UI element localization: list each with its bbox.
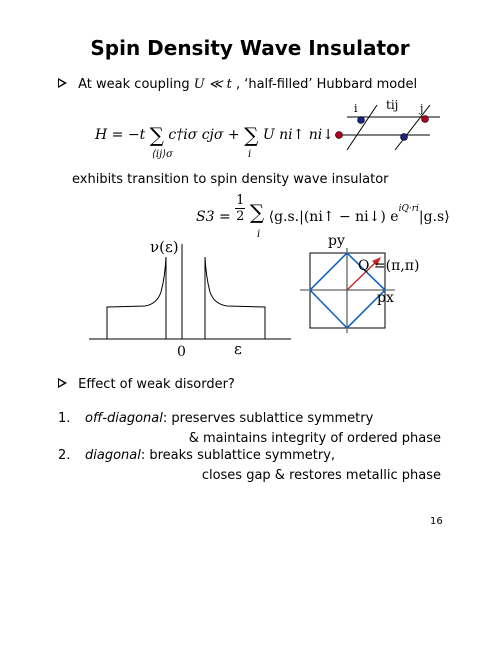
site-red-left	[336, 132, 343, 139]
s3-tail: |g.s⟩	[418, 208, 450, 225]
sum-symbol: ∑	[149, 123, 164, 147]
bz-py-label: py	[328, 233, 345, 249]
list-item-2-number: 2.	[58, 448, 71, 463]
hamiltonian-plus: +	[227, 127, 240, 143]
hamiltonian-sum2-subscript: i	[248, 149, 252, 160]
list-item-1	[85, 411, 373, 426]
s3-lhs: S3 =	[196, 208, 231, 225]
bullet-triangle-icon	[58, 78, 68, 88]
dos-curve-right	[205, 257, 265, 339]
bullet1-prefix: At weak coupling	[78, 77, 194, 92]
s3-frac-num: 1	[236, 193, 245, 208]
site-blue-i	[358, 117, 365, 124]
list-item-1-line2: & maintains integrity of ordered phase	[188, 431, 441, 446]
hamiltonian-interaction-term: U ni↑ ni↓	[262, 127, 334, 143]
list-item-2	[85, 448, 335, 463]
bullet2-text: Effect of weak disorder?	[78, 377, 235, 392]
bullet-weak-disorder	[58, 377, 235, 392]
dos-ylabel: ν(ε)	[150, 238, 179, 256]
lattice-label-j: j	[420, 102, 424, 115]
list-item-2-line2: closes gap & restores metallic phase	[201, 468, 441, 483]
s3-equation	[196, 193, 450, 224]
s3-exponent: iQ·ri	[398, 203, 419, 214]
s3-body: ⟨g.s.|(ni↑ − ni↓) e	[268, 208, 399, 225]
dos-curve-left	[107, 257, 166, 339]
bullet-weak-coupling	[58, 77, 417, 92]
dos-plot	[85, 232, 295, 362]
bullet1-math: U ≪ t	[193, 77, 232, 92]
lattice-diag-left	[347, 105, 377, 150]
lattice-label-tij: tij	[386, 98, 399, 112]
bullet-triangle-icon	[58, 378, 68, 388]
s3-sum-symbol: ∑	[249, 199, 265, 224]
lattice-label-i: i	[354, 102, 358, 115]
bz-q-label: Q =(π,π)	[358, 258, 420, 274]
page-number: 16	[430, 516, 443, 527]
transition-text: exhibits transition to spin density wave insulator	[72, 172, 389, 187]
page-title: Spin Density Wave Insulator	[90, 36, 410, 60]
list-item-1-number: 1.	[58, 411, 71, 426]
list-item-2-term: diagonal	[85, 448, 141, 463]
s3-sum-subscript: i	[257, 229, 261, 240]
sum-symbol-2: ∑	[244, 123, 259, 147]
dos-zero-label: 0	[177, 344, 186, 360]
lattice-diag-right	[395, 105, 430, 150]
dos-xlabel: ε	[234, 340, 242, 358]
site-red-j	[422, 116, 429, 123]
list-item-2-text: : breaks sublattice symmetry,	[140, 448, 336, 463]
hamiltonian-sum1-subscript: ⟨ij⟩σ	[152, 149, 173, 160]
hamiltonian-equation	[95, 123, 334, 147]
bullet1-suffix: , ‘half-filled’ Hubbard model	[235, 77, 418, 92]
hamiltonian-lhs: H = −t	[95, 127, 146, 143]
site-blue-right	[401, 134, 408, 141]
list-item-1-term: off-diagonal	[85, 411, 163, 426]
s3-fraction	[235, 193, 245, 224]
s3-frac-den: 2	[236, 209, 245, 224]
bz-px-label: px	[377, 290, 394, 306]
list-item-1-text: : preserves sublattice symmetry	[162, 411, 374, 426]
hamiltonian-hopping-term: c†iσ cjσ	[168, 127, 224, 143]
